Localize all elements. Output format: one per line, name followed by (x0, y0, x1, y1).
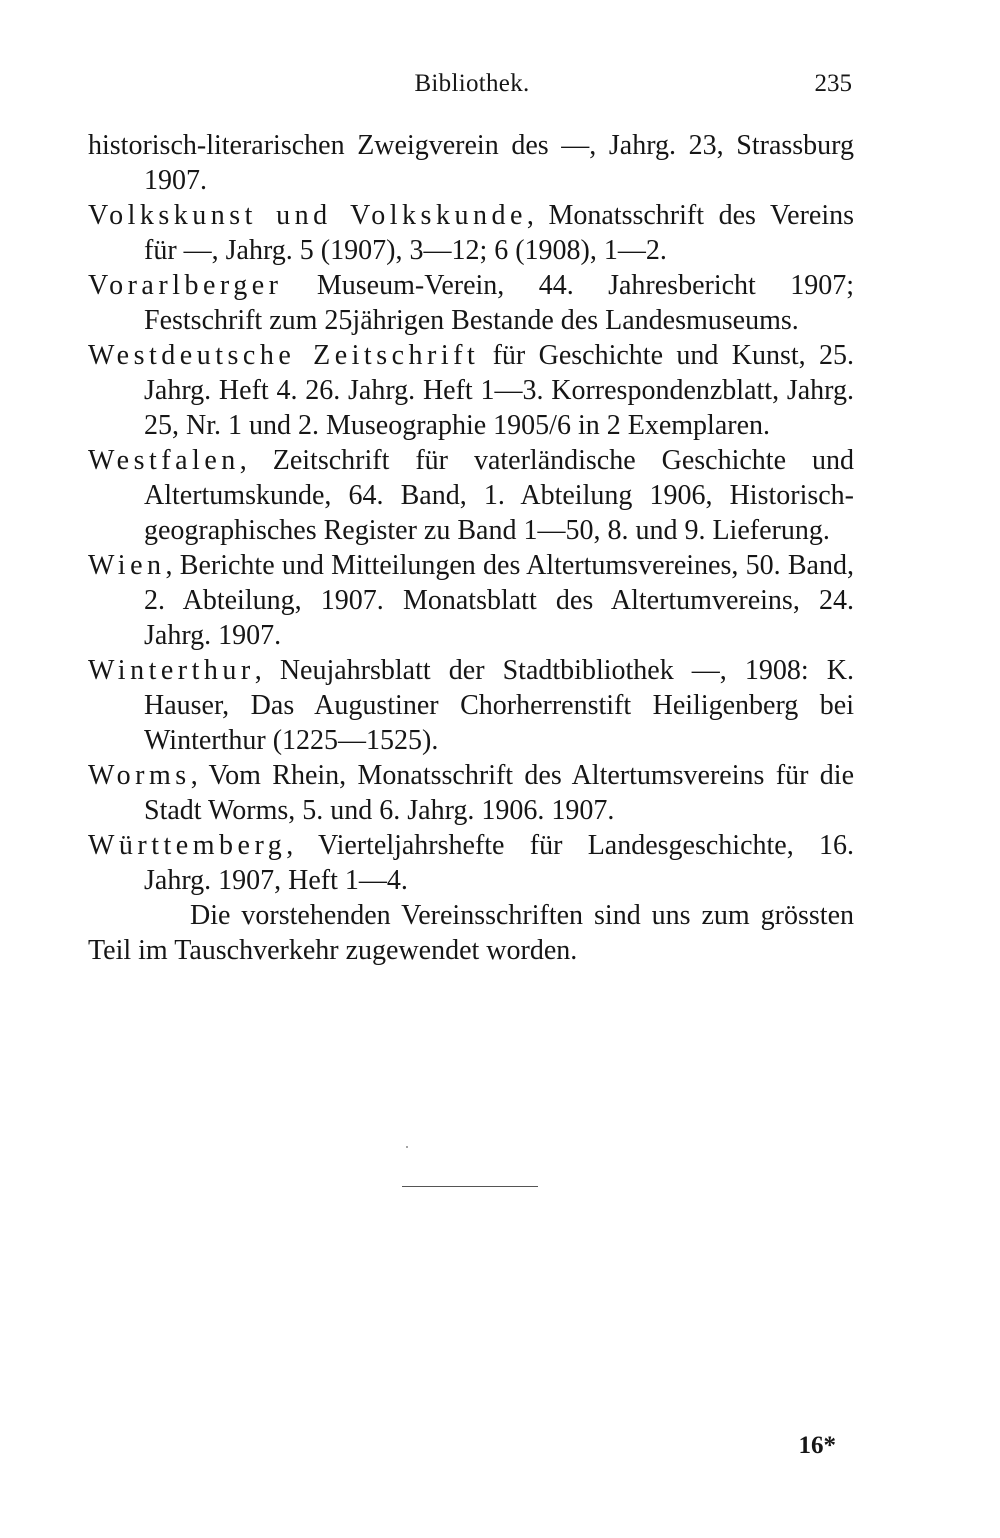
list-item (88, 443, 854, 548)
entry-keyword: Württemberg (88, 830, 287, 861)
page-body (88, 128, 854, 968)
list-item (88, 653, 854, 758)
signature-mark: 16* (798, 1432, 836, 1459)
entry-text: , Vom Rhein, Monatsschrift des Altertumsvereins für die Stadt Worms, 5. und 6. Jahrg. 1906. 1907. (144, 760, 854, 826)
entry-keyword: Vorarlberger (88, 270, 283, 301)
list-item (88, 828, 854, 898)
entry-text: , Zeitschrift für vaterländische Geschichte und Altertumskunde, 64. Band, 1. Abteilung 1906, Historisch-geographisches Register zu Band 1—50, 8. und 9. Lieferung. (144, 445, 854, 546)
running-header (88, 70, 856, 104)
list-item (88, 758, 854, 828)
entry-text: , Monatsschrift des Vereins für —, Jahrg. 5 (1907), 3—12; 6 (1908), 1—2. (144, 200, 854, 266)
list-item (88, 338, 854, 443)
list-item (88, 268, 854, 338)
entry-keyword: Westfalen (88, 445, 240, 476)
entry-text: , Vierteljahrshefte für Landesgeschichte, 16. Jahrg. 1907, Heft 1—4. (144, 830, 854, 896)
entry-text: , Neujahrsblatt der Stadtbibliothek —, 1908: K. Hauser, Das Augustiner Chorherrenstift Heiligenberg bei Winterthur (1225—1525). (144, 655, 854, 756)
running-title: Bibliothek. (414, 70, 530, 97)
entry-text: historisch-literarischen Zweigverein des —, Jahrg. 23, Strassburg 1907. (88, 130, 854, 196)
entry-keyword: Worms (88, 760, 191, 791)
list-item (88, 198, 854, 268)
entry-text: für Geschichte und Kunst, 25. Jahrg. Heft 4. 26. Jahrg. Heft 1—3. Korrespondenzblatt, Jahrg. 25, Nr. 1 und 2. Museographie 1905/6 in 2 Exemplaren. (144, 340, 854, 441)
end-rule-divider (402, 1186, 538, 1187)
page-number: 235 (814, 70, 852, 97)
entry-keyword: Winterthur (88, 655, 255, 686)
print-speck (406, 1146, 408, 1148)
entry-text: Museum-Verein, 44. Jahresbericht 1907; Festschrift zum 25jährigen Bestande des Landesmuseums. (144, 270, 854, 336)
entry-keyword: Wien (88, 550, 166, 581)
entry-text: , Berichte und Mitteilungen des Altertumsvereines, 50. Band, 2. Abteilung, 1907. Monatsblatt des Altertumvereins, 24. Jahrg. 1907. (144, 550, 854, 651)
entry-keyword: Westdeutsche Zeitschrift (88, 340, 480, 371)
entry-keyword: Volkskunst und Volkskunde (88, 200, 527, 231)
list-item (88, 548, 854, 653)
closing-paragraph: Die vorstehenden Vereinsschriften sind uns zum grössten Teil im Tauschverkehr zugewendet worden. (88, 900, 854, 966)
list-item (88, 128, 854, 198)
